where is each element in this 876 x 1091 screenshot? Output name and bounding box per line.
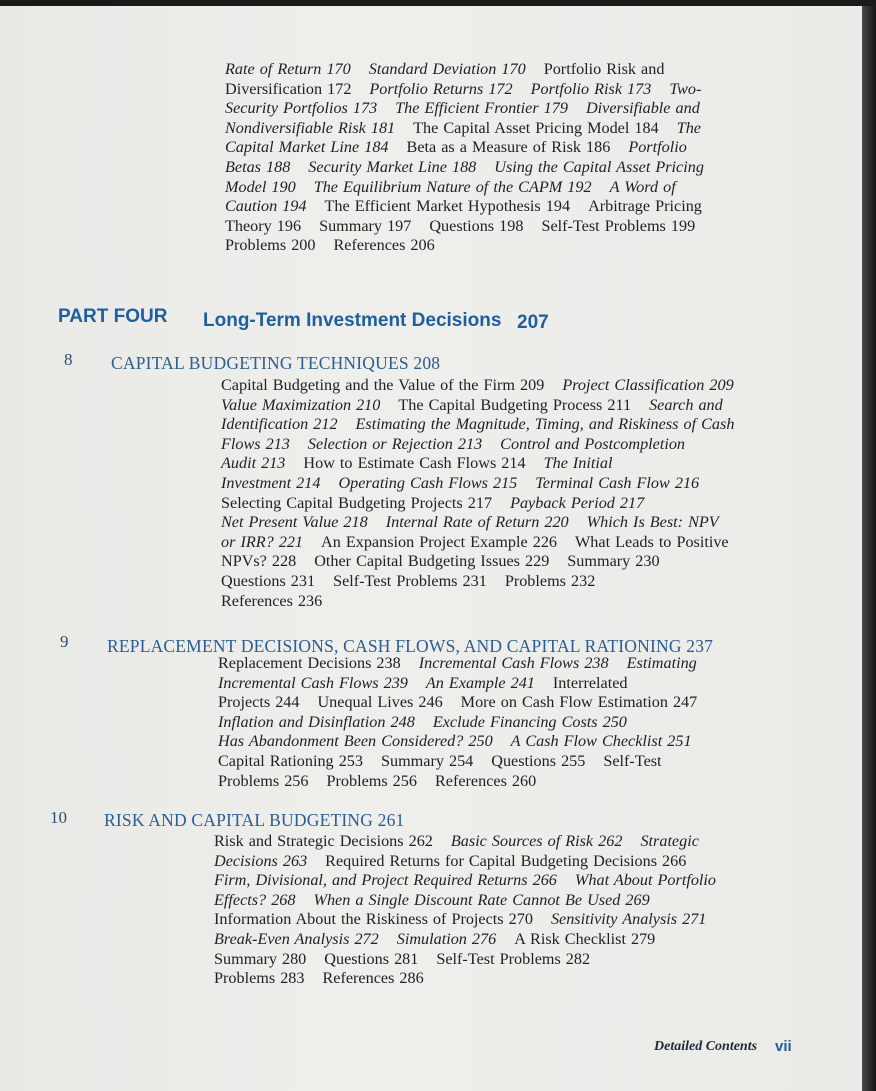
- toc-entry: Self-Test Problems 231: [333, 571, 487, 590]
- chapter-10-number: 10: [50, 808, 67, 827]
- chapter-8-title: CAPITAL BUDGETING TECHNIQUES 208: [111, 353, 441, 373]
- toc-entry: Flows 213: [221, 434, 290, 453]
- chapter-10-title: RISK AND CAPITAL BUDGETING 261: [104, 810, 405, 830]
- toc-entry: The: [676, 118, 701, 137]
- page-number: vii: [775, 1038, 792, 1055]
- toc-entry: Portfolio Risk 173: [530, 79, 652, 98]
- toc-entry: Questions 255: [491, 751, 586, 770]
- toc-line: [221, 396, 734, 416]
- toc-entry: Unequal Lives 246: [317, 693, 443, 712]
- toc-line: [218, 713, 697, 733]
- toc-entry: More on Cash Flow Estimation 247: [460, 693, 698, 712]
- toc-entry: Firm, Divisional, and Project Required Returns 266: [214, 871, 557, 890]
- toc-line: [218, 732, 697, 752]
- toc-entry: Selecting Capital Budgeting Projects 217: [221, 493, 493, 512]
- toc-entry: Information About the Riskiness of Projects 270: [214, 910, 533, 929]
- toc-line: [225, 197, 704, 217]
- toc-entry: What About Portfolio: [574, 871, 717, 890]
- toc-entry: Self-Test Problems 199: [541, 216, 696, 235]
- toc-entry: The Equilibrium Nature of the CAPM 192: [313, 177, 592, 196]
- toc-entry: Exclude Financing Costs 250: [432, 712, 627, 731]
- toc-entry: References 286: [322, 969, 424, 988]
- toc-entry: A Cash Flow Checklist 251: [510, 732, 692, 751]
- toc-entry: References 260: [434, 771, 537, 790]
- toc-entry: Two-: [669, 79, 702, 98]
- toc-entry: Self-Test Problems 282: [436, 949, 591, 968]
- toc-entry: Effects? 268: [214, 890, 296, 909]
- toc-entry: Summary 197: [319, 216, 412, 235]
- toc-entry: An Example 241: [425, 673, 535, 692]
- running-footer-label: Detailed Contents: [654, 1039, 758, 1054]
- toc-entry: Caution 194: [225, 197, 307, 216]
- toc-line: [225, 236, 704, 256]
- toc-entry: Operating Cash Flows 215: [338, 473, 518, 492]
- toc-line: [214, 891, 716, 911]
- toc-entry: The Efficient Market Hypothesis 194: [324, 197, 571, 216]
- toc-entry: References 236: [221, 591, 323, 610]
- toc-entry: Questions 231: [221, 571, 316, 590]
- toc-entry: The Efficient Frontier 179: [395, 99, 568, 118]
- toc-line: [214, 930, 716, 950]
- toc-line: [225, 119, 704, 139]
- toc-entry: Problems 256: [326, 771, 417, 790]
- toc-entry: Identification 212: [221, 415, 338, 434]
- toc-entry: Payback Period 217: [510, 493, 645, 512]
- toc-entry: Selection or Rejection 213: [307, 434, 483, 453]
- toc-entry: How to Estimate Cash Flows 214: [303, 454, 526, 473]
- toc-entry: Problems 200: [225, 236, 316, 255]
- toc-entry: A Risk Checklist 279: [514, 929, 656, 948]
- toc-entry: Capital Rationing 253: [218, 751, 363, 770]
- toc-line: [221, 572, 734, 592]
- toc-line: [225, 60, 704, 80]
- toc-line: [221, 435, 734, 455]
- toc-line: [221, 454, 734, 474]
- chapter-8-entries: [221, 376, 734, 611]
- toc-entry: A Word of: [609, 177, 676, 196]
- toc-entry: Terminal Cash Flow 216: [535, 473, 700, 492]
- toc-entry: Net Present Value 218: [221, 513, 368, 532]
- toc-entry: or IRR? 221: [221, 532, 304, 551]
- toc-line: [225, 158, 704, 178]
- toc-entry: Theory 196: [225, 216, 302, 235]
- page-top-edge: [0, 0, 876, 6]
- toc-entry: Questions 281: [324, 949, 419, 968]
- toc-entry: NPVs? 228: [221, 552, 297, 571]
- toc-entry: Basic Sources of Risk 262: [450, 832, 623, 850]
- toc-line: [225, 217, 704, 237]
- part-page-number: 207: [517, 312, 549, 333]
- toc-entry: Capital Market Line 184: [225, 138, 389, 157]
- toc-entry: Problems 283: [214, 969, 305, 988]
- toc-entry: Which Is Best: NPV: [586, 513, 719, 532]
- toc-line: [218, 654, 697, 674]
- toc-entry: Problems 256: [218, 771, 309, 790]
- toc-line: [225, 99, 704, 119]
- toc-entry: Control and Postcompletion: [500, 434, 686, 453]
- chapter-8-number: 8: [64, 350, 73, 369]
- toc-line: [214, 871, 716, 891]
- toc-entry: Portfolio Risk and: [543, 60, 665, 78]
- toc-entry: Diversifiable and: [585, 99, 700, 118]
- toc-entry: Rate of Return 170: [225, 60, 351, 78]
- toc-entry: Using the Capital Asset Pricing: [494, 157, 704, 176]
- chapter-7-entries: [225, 60, 704, 256]
- toc-entry: Portfolio Returns 172: [369, 79, 513, 98]
- toc-entry: Internal Rate of Return 220: [385, 513, 569, 532]
- toc-entry: Estimating: [626, 654, 697, 672]
- toc-entry: Other Capital Budgeting Issues 229: [314, 552, 550, 571]
- part-title: Long-Term Investment Decisions: [203, 310, 502, 331]
- toc-line: [225, 178, 704, 198]
- toc-entry: Security Portfolios 173: [225, 99, 378, 118]
- toc-entry: Summary 280: [214, 949, 307, 968]
- toc-line: [214, 969, 716, 989]
- page-edge: [862, 0, 876, 1091]
- toc-line: [218, 752, 697, 772]
- toc-entry: Interrelated: [552, 673, 628, 692]
- toc-entry: Incremental Cash Flows 239: [218, 673, 408, 692]
- toc-entry: Problems 232: [504, 571, 596, 590]
- toc-entry: Beta as a Measure of Risk 186: [406, 138, 611, 157]
- toc-line: [221, 533, 734, 553]
- toc-entry: Incremental Cash Flows 238: [418, 654, 609, 672]
- toc-entry: Simulation 276: [396, 929, 497, 948]
- toc-line: [221, 474, 734, 494]
- part-label: PART FOUR: [58, 306, 168, 327]
- toc-entry: Project Classification 209: [562, 376, 734, 394]
- toc-entry: Has Abandonment Been Considered? 250: [218, 732, 493, 751]
- toc-line: [218, 674, 697, 694]
- toc-line: [214, 832, 716, 852]
- toc-entry: Projects 244: [218, 693, 300, 712]
- toc-entry: Questions 198: [429, 216, 524, 235]
- toc-entry: Portfolio: [628, 138, 687, 157]
- chapter-9-entries: [218, 654, 697, 791]
- toc-entry: Diversification 172: [225, 79, 352, 98]
- chapter-9-title: REPLACEMENT DECISIONS, CASH FLOWS, AND CAPITAL RATIONING 237: [107, 636, 714, 656]
- toc-entry: Nondiversifiable Risk 181: [225, 118, 396, 137]
- toc-entry: The Initial: [543, 454, 613, 473]
- toc-entry: When a Single Discount Rate Cannot Be Used 269: [313, 890, 650, 909]
- toc-entry: Strategic: [640, 832, 699, 850]
- toc-entry: Standard Deviation 170: [368, 60, 526, 78]
- toc-entry: Audit 213: [221, 454, 286, 473]
- toc-entry: Decisions 263: [214, 851, 308, 870]
- toc-line: [221, 494, 734, 514]
- toc-line: [214, 950, 716, 970]
- toc-entry: Capital Budgeting and the Value of the Firm 209: [221, 376, 545, 394]
- toc-line: [218, 772, 697, 792]
- toc-entry: Value Maximization 210: [221, 395, 381, 414]
- chapter-10-entries: [214, 832, 716, 989]
- toc-line: [214, 852, 716, 872]
- toc-entry: An Expansion Project Example 226: [321, 532, 558, 551]
- toc-entry: Self-Test: [603, 751, 662, 770]
- toc-entry: Search and: [649, 395, 723, 414]
- chapter-9-number: 9: [60, 632, 69, 651]
- toc-entry: Summary 254: [380, 751, 474, 770]
- toc-entry: Model 190: [225, 177, 296, 196]
- toc-entry: References 206: [333, 236, 435, 255]
- toc-entry: Security Market Line 188: [308, 157, 477, 176]
- toc-entry: The Capital Asset Pricing Model 184: [413, 118, 659, 137]
- toc-line: [218, 693, 697, 713]
- toc-line: [221, 552, 734, 572]
- toc-entry: Required Returns for Capital Budgeting Decisions 266: [325, 851, 687, 870]
- toc-line: [221, 592, 734, 612]
- toc-entry: Sensitivity Analysis 271: [550, 910, 707, 929]
- toc-entry: Replacement Decisions 238: [218, 654, 401, 672]
- toc-entry: Risk and Strategic Decisions 262: [214, 832, 433, 850]
- toc-entry: Betas 188: [225, 157, 291, 176]
- toc-line: [221, 513, 734, 533]
- toc-entry: What Leads to Positive: [575, 532, 729, 551]
- toc-line: [225, 138, 704, 158]
- toc-entry: Summary 230: [567, 552, 660, 571]
- toc-line: [221, 376, 734, 396]
- toc-entry: Estimating the Magnitude, Timing, and Riskiness of Cash: [355, 415, 735, 434]
- toc-entry: Inflation and Disinflation 248: [218, 712, 415, 731]
- toc-line: [221, 415, 734, 435]
- toc-entry: Break-Even Analysis 272: [214, 929, 379, 948]
- toc-line: [214, 910, 716, 930]
- toc-entry: The Capital Budgeting Process 211: [398, 395, 632, 414]
- toc-line: [225, 80, 704, 100]
- toc-entry: Investment 214: [221, 473, 321, 492]
- toc-entry: Arbitrage Pricing: [588, 197, 702, 216]
